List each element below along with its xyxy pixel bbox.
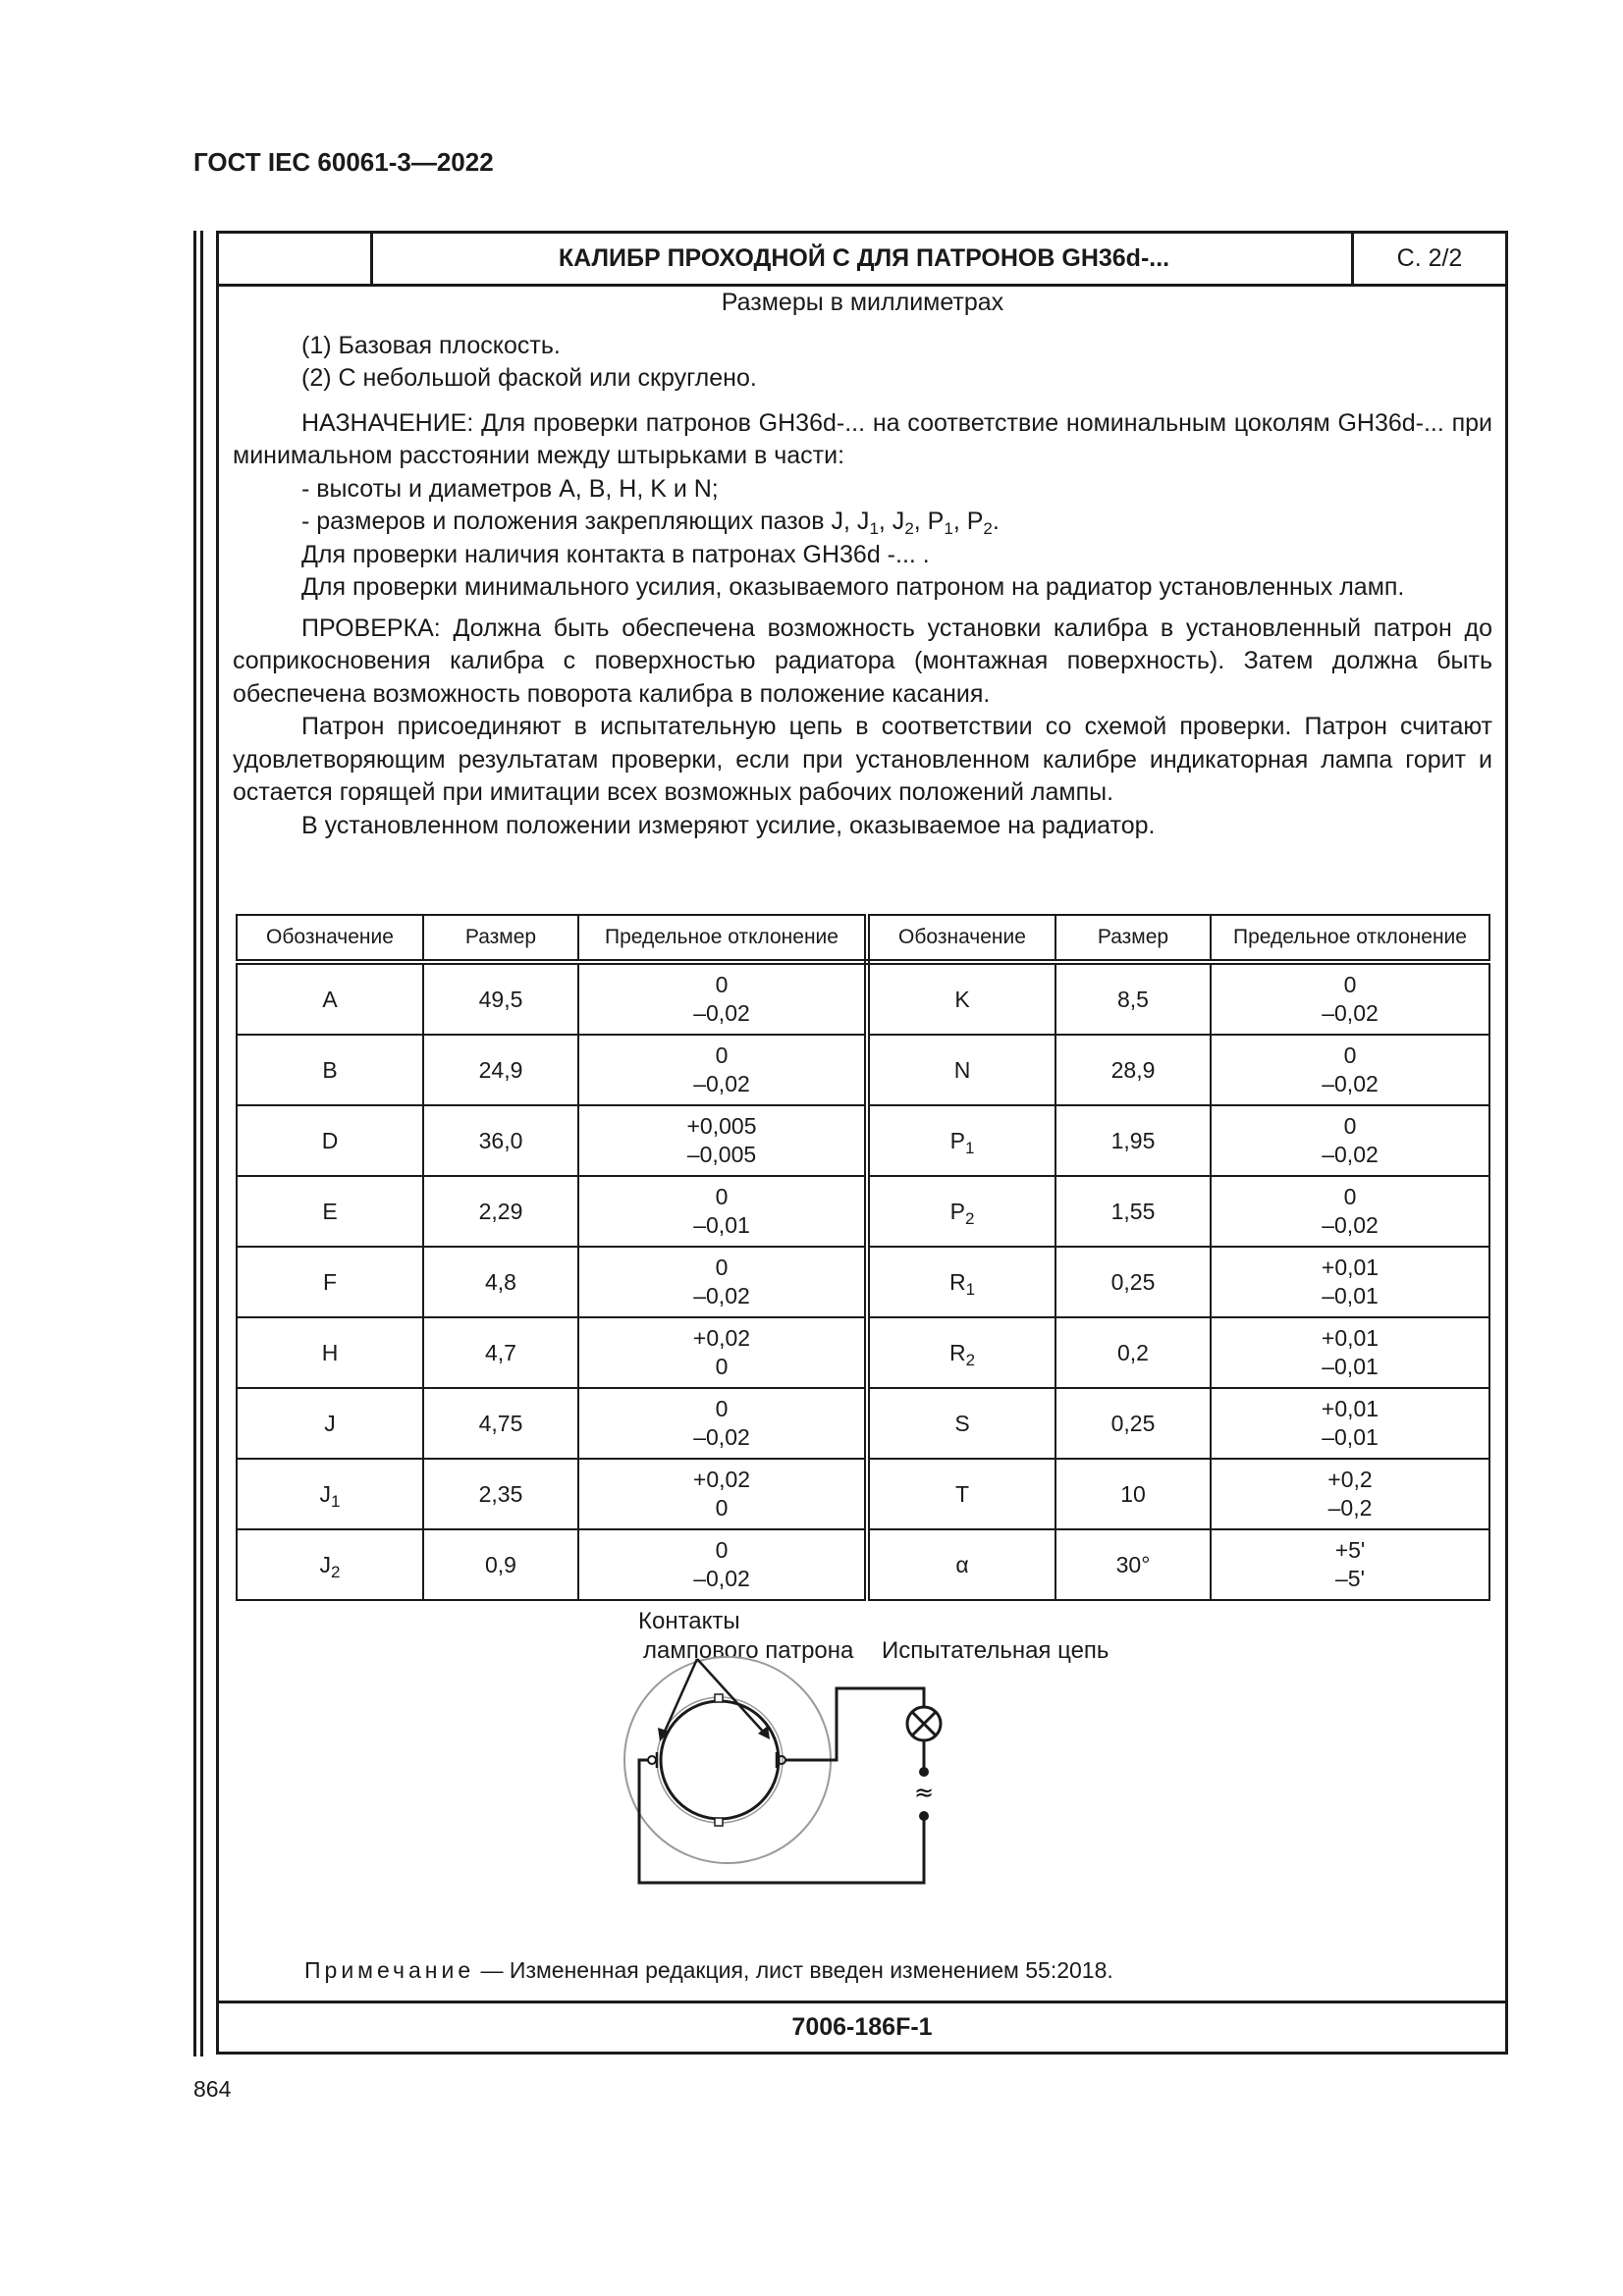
tolerance-upper: 0 [715, 1396, 729, 1421]
tolerance-upper: 0 [1343, 972, 1357, 997]
tolerance-lower: –0,02 [693, 1283, 750, 1308]
tolerance-upper: +0,01 [1321, 1325, 1380, 1351]
size-cell [1055, 1459, 1211, 1529]
designation-subscript: 2 [331, 1562, 341, 1581]
size-value: 1,55 [1110, 1198, 1156, 1224]
size-cell [1055, 1388, 1211, 1459]
tolerance-cell [1211, 1105, 1489, 1176]
tolerance-lower: –0,02 [1322, 1071, 1379, 1096]
tolerance-cell [1211, 1176, 1489, 1247]
keyway-top [715, 1694, 723, 1702]
tolerance-lower: –0,01 [693, 1212, 750, 1238]
column-header: Предельное отклонение [1211, 915, 1489, 962]
tolerance-upper: 0 [1343, 1184, 1357, 1209]
tolerance-upper: +0,02 [692, 1325, 751, 1351]
binding-rail [193, 231, 196, 2056]
designation-letter: R [948, 1268, 966, 1295]
size-cell [423, 1176, 578, 1247]
contact-arrow-left [664, 1659, 697, 1734]
circuit-wire-bottom [639, 1760, 924, 1883]
sheet-page-indicator: С. 2/2 [1351, 234, 1505, 284]
column-header: Обозначение [237, 915, 423, 962]
purpose-contact: Для проверки наличия контакта в патронах GH36d -... . [301, 540, 930, 568]
size-cell [423, 1247, 578, 1317]
size-value: 0,2 [1117, 1339, 1149, 1365]
size-cell [423, 1529, 578, 1600]
designation-letter: B [322, 1056, 338, 1083]
sheet-frame [216, 231, 1508, 2055]
size-value: 30° [1115, 1551, 1151, 1577]
designation-cell [237, 1176, 423, 1247]
designation-cell [237, 1035, 423, 1105]
size-value: 0,9 [485, 1551, 516, 1577]
designation-letter: E [322, 1198, 338, 1224]
designation-cell [237, 1529, 423, 1600]
tolerance-lower: –0,02 [1322, 1142, 1379, 1167]
sheet-title-row [219, 234, 1505, 287]
lamp-contact-left [648, 1756, 656, 1764]
sheet-body [233, 287, 1492, 842]
tolerance-lower: –0,01 [1322, 1283, 1379, 1308]
tolerance-cell [1211, 1529, 1489, 1600]
size-cell [423, 962, 578, 1035]
size-cell [1055, 1317, 1211, 1388]
column-header: Размер [423, 915, 578, 962]
tolerance-cell [578, 1529, 867, 1600]
table-header-row [237, 915, 1489, 962]
tolerance-upper: 0 [1343, 1113, 1357, 1139]
footnote-text: — Измененная редакция, лист введен изменением 55:2018. [474, 1957, 1113, 1983]
gauge-body-circle [661, 1701, 779, 1819]
designation-cell [867, 1176, 1055, 1247]
table-row [237, 1388, 1489, 1459]
test-circuit-label: Испытательная цепь [882, 1637, 1109, 1664]
tolerance-cell [578, 1317, 867, 1388]
circuit-schematic [595, 1608, 1007, 1922]
purpose-item-2-text: - размеров и положения закрепляющих пазов J, J [301, 507, 870, 535]
size-value: 36,0 [478, 1127, 523, 1153]
size-value: 24,9 [478, 1056, 523, 1083]
tolerance-upper: +0,005 [686, 1113, 757, 1139]
contacts-label-line-1: Контакты [638, 1608, 740, 1634]
designation-letter: P [949, 1127, 965, 1153]
designation-cell [237, 1105, 423, 1176]
tolerance-upper: 0 [715, 972, 729, 997]
size-cell [1055, 1105, 1211, 1176]
gauge-inner-ring [657, 1697, 783, 1823]
designation-cell [867, 1317, 1055, 1388]
size-cell [1055, 1529, 1211, 1600]
size-value: 2,35 [478, 1480, 523, 1507]
test-circuit-diagram [595, 1608, 1109, 1922]
tolerance-upper: +0,2 [1327, 1467, 1373, 1492]
tolerance-upper: 0 [715, 1042, 729, 1068]
designation-letter: R [948, 1339, 966, 1365]
size-value: 10 [1120, 1480, 1146, 1507]
column-header: Размер [1055, 915, 1211, 962]
table-row [237, 1529, 1489, 1600]
designation-letter: F [322, 1268, 338, 1295]
designation-subscript: 1 [964, 1138, 975, 1157]
page-number: 864 [193, 2076, 232, 2102]
designation-cell [867, 1105, 1055, 1176]
tolerance-cell [578, 1035, 867, 1105]
footnote-label: Примечание [304, 1957, 475, 1983]
designation-subscript: 2 [965, 1350, 976, 1369]
table-row [237, 1247, 1489, 1317]
check-paragraph-2: Патрон присоединяют в испытательную цепь в соответствии со схемой проверки. Патрон считают удовлетворяющим результатам проверки, если при установленном калибре индикаторная лампа горит и остается горящей при имитации всех возможных рабочих положений лампы. [233, 713, 1492, 806]
tolerance-cell [1211, 962, 1489, 1035]
tolerance-lower: –0,2 [1327, 1495, 1373, 1521]
designation-letter: α [955, 1551, 969, 1577]
designation-letter: J [319, 1480, 332, 1507]
size-cell [1055, 1035, 1211, 1105]
size-value: 8,5 [1117, 986, 1149, 1012]
table-row [237, 1317, 1489, 1388]
size-cell [1055, 962, 1211, 1035]
table-row [237, 1035, 1489, 1105]
binding-rail [200, 231, 203, 2056]
table-row [237, 1176, 1489, 1247]
designation-letter: T [954, 1480, 970, 1507]
sheet-title: КАЛИБР ПРОХОДНОЙ С ДЛЯ ПАТРОНОВ GH36d-... [558, 244, 1170, 272]
supply-terminal-bottom [919, 1811, 929, 1821]
size-cell [423, 1105, 578, 1176]
table-row [237, 1459, 1489, 1529]
tolerance-upper: +0,01 [1321, 1255, 1380, 1280]
column-header: Обозначение [867, 915, 1055, 962]
designation-cell [867, 1529, 1055, 1600]
purpose-paragraph: НАЗНАЧЕНИЕ: Для проверки патронов GH36d-... на соответствие номинальным цоколям GH36d-... при минимальном расстоянии между штырьками в части: [233, 408, 1492, 469]
tolerance-lower: –0,02 [693, 1566, 750, 1591]
designation-subscript: 1 [331, 1491, 341, 1511]
contacts-label-line-2: лампового патрона [643, 1637, 854, 1664]
table-row [237, 1105, 1489, 1176]
dimensions-table [236, 914, 1490, 1601]
tolerance-cell [578, 1176, 867, 1247]
tolerance-upper: 0 [1343, 1042, 1357, 1068]
standard-designation: ГОСТ IEC 60061-3—2022 [193, 147, 494, 177]
supply-terminal-top [919, 1767, 929, 1777]
size-value: 49,5 [478, 986, 523, 1012]
note-1: (1) Базовая плоскость. [301, 331, 561, 359]
check-paragraph-1: ПРОВЕРКА: Должна быть обеспечена возможность установки калибра в установленный патрон до соприкосновения калибра с поверхностью радиатора (монтажная поверхность). Затем должна быть обеспечена возможность поворота калибра в положение касания. [233, 614, 1492, 708]
designation-letter: P [949, 1198, 965, 1224]
size-cell [423, 1035, 578, 1105]
tolerance-lower: –5' [1335, 1566, 1365, 1591]
tolerance-lower: –0,01 [1322, 1424, 1379, 1450]
check-paragraph-3: В установленном положении измеряют усилие, оказываемое на радиатор. [301, 811, 1156, 839]
tolerance-cell [578, 962, 867, 1035]
tolerance-upper: 0 [715, 1537, 729, 1563]
size-cell [1055, 1247, 1211, 1317]
title-left-cell [219, 234, 373, 284]
size-value: 2,29 [478, 1198, 523, 1224]
designation-letter: K [954, 986, 970, 1012]
circuit-wire-top [785, 1688, 924, 1760]
footnote [304, 1957, 1113, 1984]
tolerance-lower: 0 [715, 1354, 729, 1379]
contact-arrow-right [697, 1659, 765, 1734]
size-value: 4,7 [485, 1339, 516, 1365]
tolerance-cell [578, 1459, 867, 1529]
designation-subscript: 2 [964, 1208, 975, 1228]
tolerance-lower: –0,01 [1322, 1354, 1379, 1379]
designation-letter: J [324, 1410, 336, 1436]
purpose-item-2: - размеров и положения закрепляющих пазов J, $J_1$, $J_2$, $P_1$, $P_2$. [301, 507, 1000, 538]
tolerance-lower: –0,02 [1322, 1000, 1379, 1026]
tolerance-cell [1211, 1247, 1489, 1317]
designation-cell [237, 1247, 423, 1317]
tolerance-cell [578, 1388, 867, 1459]
column-header: Предельное отклонение [578, 915, 867, 962]
size-cell [423, 1459, 578, 1529]
size-value: 1,95 [1110, 1127, 1156, 1153]
designation-cell [867, 1035, 1055, 1105]
size-cell [423, 1388, 578, 1459]
tolerance-cell [578, 1247, 867, 1317]
designation-letter: S [954, 1410, 970, 1436]
tolerance-cell [1211, 1317, 1489, 1388]
size-value: 4,8 [485, 1268, 516, 1295]
tolerance-cell [578, 1105, 867, 1176]
tolerance-lower: –0,02 [693, 1424, 750, 1450]
size-value: 4,75 [478, 1410, 523, 1436]
tolerance-lower: 0 [715, 1495, 729, 1521]
designation-cell [237, 1459, 423, 1529]
ac-supply-symbol: ≈ [913, 1779, 935, 1806]
keyway-bottom [715, 1818, 723, 1826]
tolerance-upper: 0 [715, 1255, 729, 1280]
designation-cell [237, 1388, 423, 1459]
size-value: 0,25 [1110, 1410, 1156, 1436]
units-note: Размеры в миллиметрах [721, 289, 1004, 316]
purpose-item-1: - высоты и диаметров A, B, H, K и N; [301, 474, 719, 503]
designation-cell [867, 1247, 1055, 1317]
tolerance-lower: –0,02 [1322, 1212, 1379, 1238]
tolerance-upper: +5' [1334, 1537, 1366, 1563]
designation-cell [237, 1317, 423, 1388]
designation-letter: J [319, 1551, 332, 1577]
size-cell [423, 1317, 578, 1388]
tolerance-cell [1211, 1459, 1489, 1529]
sheet-code: 7006-186F-1 [219, 2001, 1505, 2052]
designation-letter: D [321, 1127, 339, 1153]
designation-cell [237, 962, 423, 1035]
tolerance-lower: –0,005 [686, 1142, 757, 1167]
designation-letter: H [321, 1339, 339, 1365]
size-value: 0,25 [1110, 1268, 1156, 1295]
tolerance-upper: 0 [715, 1184, 729, 1209]
table-row [237, 962, 1489, 1035]
designation-letter: N [953, 1056, 971, 1083]
tolerance-lower: –0,02 [693, 1071, 750, 1096]
note-2: (2) С небольшой фаской или скруглено. [301, 364, 757, 392]
designation-letter: A [322, 986, 338, 1012]
designation-cell [867, 1388, 1055, 1459]
tolerance-cell [1211, 1035, 1489, 1105]
purpose-force: Для проверки минимального усилия, оказываемого патроном на радиатор установленных ламп. [301, 573, 1405, 601]
tolerance-cell [1211, 1388, 1489, 1459]
tolerance-lower: –0,02 [693, 1000, 750, 1026]
tolerance-upper: +0,01 [1321, 1396, 1380, 1421]
designation-cell [867, 1459, 1055, 1529]
size-value: 28,9 [1110, 1056, 1156, 1083]
tolerance-upper: +0,02 [692, 1467, 751, 1492]
designation-cell [867, 962, 1055, 1035]
designation-subscript: 1 [965, 1279, 976, 1299]
size-cell [1055, 1176, 1211, 1247]
